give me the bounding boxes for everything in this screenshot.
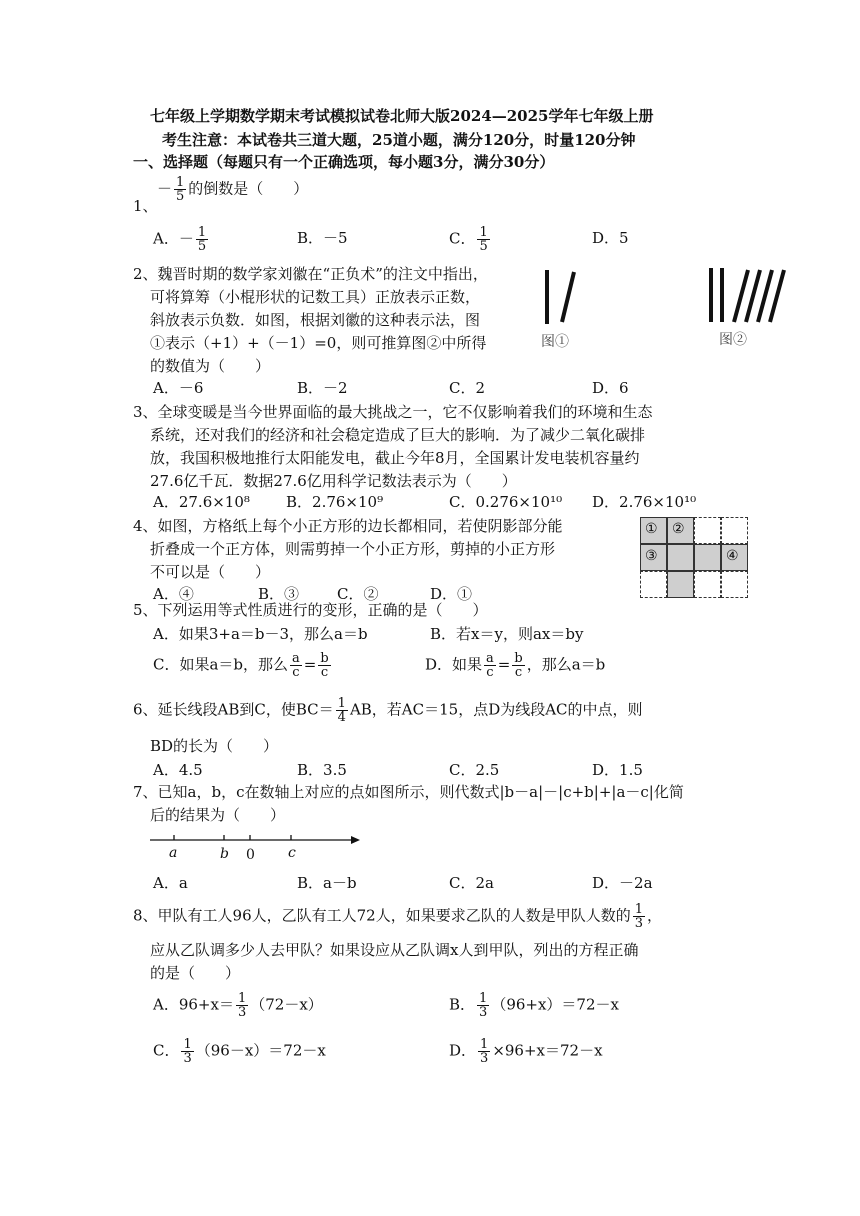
exam-title: 七年级上学期数学期末考试模拟试卷北师大版2024—2025学年七年级上册 <box>150 107 654 125</box>
q2-option-a: A．－6 <box>153 379 204 397</box>
q3-line-4: 27.6亿千瓦．数据27.6亿用科学记数法表示为（ ） <box>150 472 517 490</box>
q3-line-3: 放，我国积极地推行太阳能发电，截止今年8月，全国累计发电装机容量约 <box>150 449 640 467</box>
q5-line-1: 5、下列运用等式性质进行的变形，正确的是（ ） <box>133 601 488 619</box>
q8-option-b: B． $\frac{1}{3}$ （96+x）＝72－x <box>449 991 619 1020</box>
axis-label-c: c <box>288 845 296 861</box>
q2-option-c: C．2 <box>449 379 486 397</box>
q6-option-a: A．4.5 <box>153 761 203 779</box>
q8-option-c: C． $\frac{1}{3}$ （96－x）＝72－x <box>153 1037 326 1066</box>
q1-number: 1、 <box>133 197 158 215</box>
figure-2-caption: 图② <box>719 332 747 348</box>
q3-line-1: 3、全球变暖是当今世界面临的最大挑战之一，它不仅影响着我们的环境和生态 <box>133 403 653 421</box>
q4-line-2: 折叠成一个正方体，则需剪掉一个小正方形，剪掉的小正方形 <box>150 540 556 558</box>
q8-option-d: D． $\frac{1}{3}$ ×96+x＝72－x <box>449 1037 603 1066</box>
q3-option-a: A．27.6×10⁸ <box>153 493 250 511</box>
q5-option-d: D．如果 $\frac{a}{c}$ = $\frac{b}{c}$ ，那么a＝b <box>425 651 606 680</box>
q1-fraction: $\frac{1}{5}$ <box>176 175 185 204</box>
grid-cell-2: ② <box>667 517 694 544</box>
q3-line-2: 系统，还对我们的经济和社会稳定造成了巨大的影响．为了减少二氧化碳排 <box>150 426 646 444</box>
q4-line-1: 4、如图，方格纸上每个小正方形的边长都相同，若使阴影部分能 <box>133 517 563 535</box>
q4-option-a: A．④ <box>153 585 194 603</box>
q3-option-c: C．0.276×10¹⁰ <box>449 493 563 511</box>
q4-option-d: D．① <box>430 585 473 603</box>
q5-option-a: A．如果3+a＝b－3，那么a＝b <box>153 625 368 643</box>
q3-option-b: B．2.76×10⁹ <box>286 493 384 511</box>
q7-option-a: A．a <box>153 874 188 892</box>
q7-option-c: C．2a <box>449 874 494 892</box>
q8-line-1: 8、甲队有工人96人，乙队有工人72人，如果要求乙队的人数是甲队人数的 $\frac{1}{3}$ ， <box>133 902 663 931</box>
q3-option-d: D．2.76×10¹⁰ <box>592 493 697 511</box>
figure-1-caption: 图① <box>541 334 569 350</box>
q1-option-b: B．－5 <box>297 229 348 247</box>
q6-option-c: C．2.5 <box>449 761 500 779</box>
grid-cell-4: ④ <box>721 544 748 571</box>
axis-label-zero: 0 <box>246 847 255 863</box>
q6-line-2: BD的长为（ ） <box>150 737 279 755</box>
q7-line-1: 7、已知a，b，c在数轴上对应的点如图所示，则代数式|b－a|－|c+b|+|a－c|化简 <box>133 783 684 801</box>
q7-option-d: D．－2a <box>592 874 653 892</box>
q1-stem: － $\frac{1}{5}$ 的倒数是（ ） <box>157 175 309 204</box>
q6-line-1: 6、延长线段AB到C，使BC＝ $\frac{1}{4}$ AB，若AC＝15，点D为线段AC的中点，则 <box>133 696 643 725</box>
q2-line-3: 斜放表示负数．如图，根据刘徽的这种表示法，图 <box>150 311 481 329</box>
q2-option-b: B．－2 <box>297 379 348 397</box>
grid-cell-3: ③ <box>640 544 667 571</box>
q1-option-d: D．5 <box>592 229 629 247</box>
q2-line-4: ①表示（+1）+（－1）=0，则可推算图②中所得 <box>150 334 487 352</box>
q2-line-2: 可将算筹（小棍形状的记数工具）正放表示正数， <box>150 288 481 306</box>
q6-option-d: D．1.5 <box>592 761 643 779</box>
q8-line-2: 应从乙队调多少人去甲队？如果设应从乙队调x人到甲队，列出的方程正确 <box>150 941 639 959</box>
q2-line-5: 的数值为（ ） <box>150 357 271 375</box>
q8-option-a: A．96+x＝ $\frac{1}{3}$ （72－x） <box>153 991 323 1020</box>
q4-option-b: B．③ <box>258 585 300 603</box>
q8-line-3: 的是（ ） <box>150 964 241 982</box>
exam-notice: 考生注意：本试卷共三道大题，25道小题，满分120分，时量120分钟 <box>162 131 636 149</box>
axis-label-a: a <box>169 845 178 861</box>
counting-rods-figure-1 <box>538 266 588 328</box>
q1-option-c: C． $\frac{1}{5}$ <box>449 225 488 254</box>
q2-option-d: D．6 <box>592 379 629 397</box>
q7-line-2: 后的结果为（ ） <box>150 806 286 824</box>
q6-option-b: B．3.5 <box>297 761 347 779</box>
grid-cell-1: ① <box>640 517 667 544</box>
q4-option-c: C．② <box>337 585 379 603</box>
q5-option-c: C．如果a＝b，那么 $\frac{a}{c}$ = $\frac{b}{c}$ <box>153 651 329 680</box>
section-heading: 一、选择题（每题只有一个正确选项，每小题3分，满分30分） <box>133 153 555 171</box>
q5-option-b: B．若x＝y，则ax＝by <box>430 625 584 643</box>
number-line <box>148 828 363 862</box>
q2-line-1: 2、魏晋时期的数学家刘徽在“正负术”的注文中指出， <box>133 265 488 283</box>
axis-label-b: b <box>220 846 229 862</box>
q7-option-b: B．a－b <box>297 874 357 892</box>
counting-rods-figure-2 <box>706 264 796 326</box>
q1-option-a: A．－ $\frac{1}{5}$ <box>153 225 207 254</box>
cube-net-grid <box>640 517 752 602</box>
q4-line-3: 不可以是（ ） <box>150 563 271 581</box>
